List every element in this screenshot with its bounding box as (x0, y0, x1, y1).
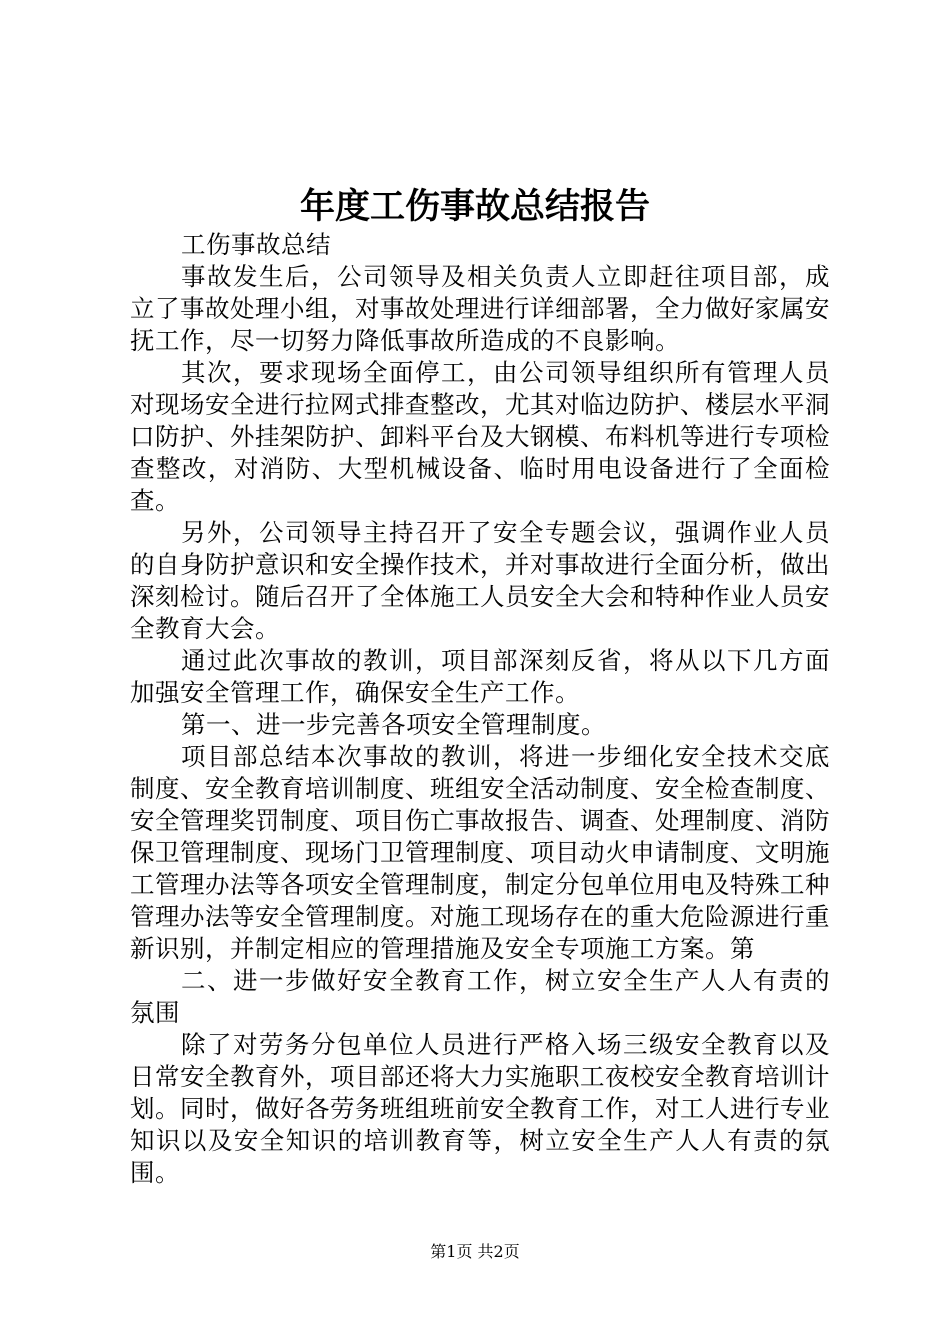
document-title: 年度工伤事故总结报告 (299, 186, 650, 227)
paragraph-aftermath: 事故发生后，公司领导及相关负责人立即赶往项目部，成立了事故处理小组，对事故处理进行详细部署，全力做好家属安抚工作，尽一切努力降低事故所造成的不良影响。 (130, 262, 830, 355)
paragraph-meeting: 另外，公司领导主持召开了安全专题会议，强调作业人员的自身防护意识和安全操作技术，并对事故进行全面分析，做出深刻检讨。随后召开了全体施工人员安全大会和特种作业人员安全教育大会。 (130, 518, 830, 643)
paragraph-point-one: 第一、进一步完善各项安全管理制度。 (181, 710, 606, 739)
paragraph-point-two: 二、进一步做好安全教育工作，树立安全生产人人有责的氛围 (130, 966, 830, 1027)
paragraph-subtitle: 工伤事故总结 (181, 230, 331, 259)
paragraph-education: 除了对劳务分包单位人员进行严格入场三级安全教育以及日常安全教育外，项目部还将大力实施职工夜校安全教育培训计划。同时，做好各劳务班组班前安全教育工作，对工人进行专业知识以及安全知识的培训教育等，树立安全生产人人有责的氛围。 (130, 1030, 830, 1187)
paragraph-lessons: 通过此次事故的教训，项目部深刻反省，将从以下几方面加强安全管理工作，确保安全生产工作。 (130, 646, 830, 707)
page-number-footer: 第1页 共2页 (430, 1242, 520, 1261)
paragraph-inspection: 其次，要求现场全面停工，由公司领导组织所有管理人员对现场安全进行拉网式排查整改，尤其对临边防护、楼层水平洞口防护、外挂架防护、卸料平台及大钢模、布料机等进行专项检查整改，对消防、大型机械设备、临时用电设备进行了全面检查。 (130, 358, 830, 515)
paragraph-systems: 项目部总结本次事故的教训，将进一步细化安全技术交底制度、安全教育培训制度、班组安全活动制度、安全检查制度、安全管理奖罚制度、项目伤亡事故报告、调查、处理制度、消防保卫管理制度、现场门卫管理制度、项目动火申请制度、文明施工管理办法等各项安全管理制度，制定分包单位用电及特殊工种管理办法等安全管理制度。对施工现场存在的重大危险源进行重新识别，并制定相应的管理措施及安全专项施工方案。第 (130, 742, 830, 963)
document-body (130, 229, 830, 1189)
